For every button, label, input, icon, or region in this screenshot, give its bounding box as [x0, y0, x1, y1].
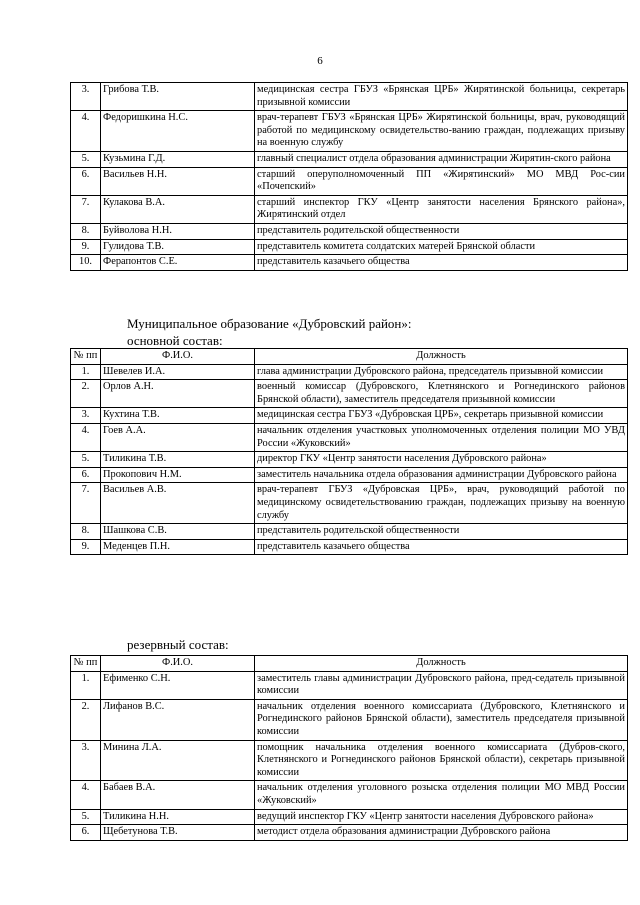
row-number: 7.: [71, 195, 101, 223]
row-number: 5.: [71, 809, 101, 825]
table-row: [71, 781, 628, 809]
member-position: начальник отделения уголовного розыска отделения полиции МО МВД России «Жуковский»: [255, 781, 628, 809]
member-position: начальник отделения военного комиссариата (Дубровского, Клетнянского и Рогнединского районов Брянской области), заместитель председателя призывной комиссии: [255, 699, 628, 740]
row-number: 3.: [71, 83, 101, 111]
member-position: помощник начальника отделения военного комиссариата (Дубров-ского, Клетнянского и Рогнединского районов Брянской области), секретарь призывной комиссии: [255, 740, 628, 781]
table-row: [71, 524, 628, 540]
table-row: [71, 740, 628, 781]
table-row: [71, 223, 628, 239]
table-row: [71, 452, 628, 468]
table-header-row: [71, 656, 628, 672]
member-position: представитель казачьего общества: [255, 539, 628, 555]
member-position: глава администрации Дубровского района, председатель призывной комиссии: [255, 364, 628, 380]
header-num: № пп: [71, 349, 101, 365]
row-number: 3.: [71, 740, 101, 781]
member-name: Васильев А.В.: [101, 483, 255, 524]
row-number: 6.: [71, 825, 101, 841]
member-position: представитель казачьего общества: [255, 255, 628, 271]
member-name: Минина Л.А.: [101, 740, 255, 781]
table-row: [71, 151, 628, 167]
member-position: представитель родительской общественности: [255, 524, 628, 540]
main-composition-table: [70, 348, 628, 555]
table-row: [71, 483, 628, 524]
table-row: [71, 539, 628, 555]
member-position: представитель родительской общественности: [255, 223, 628, 239]
table-row: [71, 467, 628, 483]
member-name: Тиликина Т.В.: [101, 452, 255, 468]
header-name: Ф.И.О.: [101, 349, 255, 365]
member-name: Тиликина Н.Н.: [101, 809, 255, 825]
member-name: Ефименко С.Н.: [101, 671, 255, 699]
member-name: Гулидова Т.В.: [101, 239, 255, 255]
row-number: 6.: [71, 167, 101, 195]
member-position: старший инспектор ГКУ «Центр занятости населения Брянского района», Жирятинский отдел: [255, 195, 628, 223]
row-number: 6.: [71, 467, 101, 483]
table-row: [71, 699, 628, 740]
row-number: 2.: [71, 699, 101, 740]
row-number: 4.: [71, 111, 101, 152]
member-name: Меденцев П.Н.: [101, 539, 255, 555]
header-name: Ф.И.О.: [101, 656, 255, 672]
table-row: [71, 423, 628, 451]
header-position: Должность: [255, 656, 628, 672]
row-number: 8.: [71, 524, 101, 540]
member-position: врач-терапевт ГБУЗ «Брянская ЦРБ» Жирятинской больницы, врач, руководящий работой по медицинскому освидетельство-ванию граждан, подлежащих призыву на военную службу: [255, 111, 628, 152]
member-name: Кухтина Т.В.: [101, 408, 255, 424]
member-name: Шевелев И.А.: [101, 364, 255, 380]
member-position: методист отдела образования администрации Дубровского района: [255, 825, 628, 841]
member-name: Щебетунова Т.В.: [101, 825, 255, 841]
row-number: 9.: [71, 539, 101, 555]
row-number: 2.: [71, 380, 101, 408]
member-position: директор ГКУ «Центр занятости населения Дубровского района»: [255, 452, 628, 468]
table-row: [71, 825, 628, 841]
member-position: заместитель начальника отдела образования администрации Дубровского района: [255, 467, 628, 483]
page-number: 6: [317, 55, 323, 67]
municipality-title: Муниципальное образование «Дубровский район»:: [127, 316, 412, 331]
member-position: ведущий инспектор ГКУ «Центр занятости населения Дубровского района»: [255, 809, 628, 825]
member-position: медицинская сестра ГБУЗ «Дубровская ЦРБ», секретарь призывной комиссии: [255, 408, 628, 424]
member-name: Ферапонтов С.Е.: [101, 255, 255, 271]
member-name: Прокопович Н.М.: [101, 467, 255, 483]
member-name: Федоришкина Н.С.: [101, 111, 255, 152]
table-header-row: [71, 349, 628, 365]
row-number: 4.: [71, 423, 101, 451]
row-number: 7.: [71, 483, 101, 524]
header-position: Должность: [255, 349, 628, 365]
row-number: 5.: [71, 151, 101, 167]
row-number: 1.: [71, 364, 101, 380]
table-row: [71, 83, 628, 111]
header-num: № пп: [71, 656, 101, 672]
member-name: Шашкова С.В.: [101, 524, 255, 540]
member-position: представитель комитета солдатских матерей Брянской области: [255, 239, 628, 255]
row-number: 5.: [71, 452, 101, 468]
member-name: Бабаев В.А.: [101, 781, 255, 809]
member-name: Гоев А.А.: [101, 423, 255, 451]
row-number: 3.: [71, 408, 101, 424]
row-number: 9.: [71, 239, 101, 255]
table-row: [71, 408, 628, 424]
member-name: Лифанов В.С.: [101, 699, 255, 740]
member-name: Кузьмина Г.Д.: [101, 151, 255, 167]
reserve-composition-title: резервный состав:: [127, 637, 229, 652]
member-position: главный специалист отдела образования администрации Жирятин-ского района: [255, 151, 628, 167]
row-number: 10.: [71, 255, 101, 271]
member-position: врач-терапевт ГБУЗ «Дубровская ЦРБ», врач, руководящий работой по медицинскому освидетельствованию граждан, подлежащих призыву на военную службу: [255, 483, 628, 524]
reserve-composition-table: [70, 655, 628, 841]
member-position: начальник отделения участковых уполномоченных отделения полиции МО УВД России «Жуковский»: [255, 423, 628, 451]
table-row: [71, 239, 628, 255]
table-row: [71, 364, 628, 380]
member-name: Кулакова В.А.: [101, 195, 255, 223]
member-position: медицинская сестра ГБУЗ «Брянская ЦРБ» Жирятинской больницы, секретарь призывной комиссии: [255, 83, 628, 111]
row-number: 8.: [71, 223, 101, 239]
member-name: Грибова Т.В.: [101, 83, 255, 111]
table-row: [71, 809, 628, 825]
table-row: [71, 167, 628, 195]
member-name: Буйволова Н.Н.: [101, 223, 255, 239]
continuation-table: [70, 82, 628, 271]
row-number: 4.: [71, 781, 101, 809]
table-row: [71, 195, 628, 223]
member-position: военный комиссар (Дубровского, Клетнянского и Рогнединского районов Брянской области), заместитель председателя призывной комиссии: [255, 380, 628, 408]
table-row: [71, 380, 628, 408]
table-row: [71, 671, 628, 699]
main-composition-title: основной состав:: [127, 333, 223, 348]
row-number: 1.: [71, 671, 101, 699]
member-name: Васильев Н.Н.: [101, 167, 255, 195]
member-position: заместитель главы администрации Дубровского района, пред-седатель призывной комиссии: [255, 671, 628, 699]
member-name: Орлов А.Н.: [101, 380, 255, 408]
member-position: старший оперуполномоченный ПП «Жирятинский» МО МВД Рос-сии «Почепский»: [255, 167, 628, 195]
table-row: [71, 255, 628, 271]
table-row: [71, 111, 628, 152]
